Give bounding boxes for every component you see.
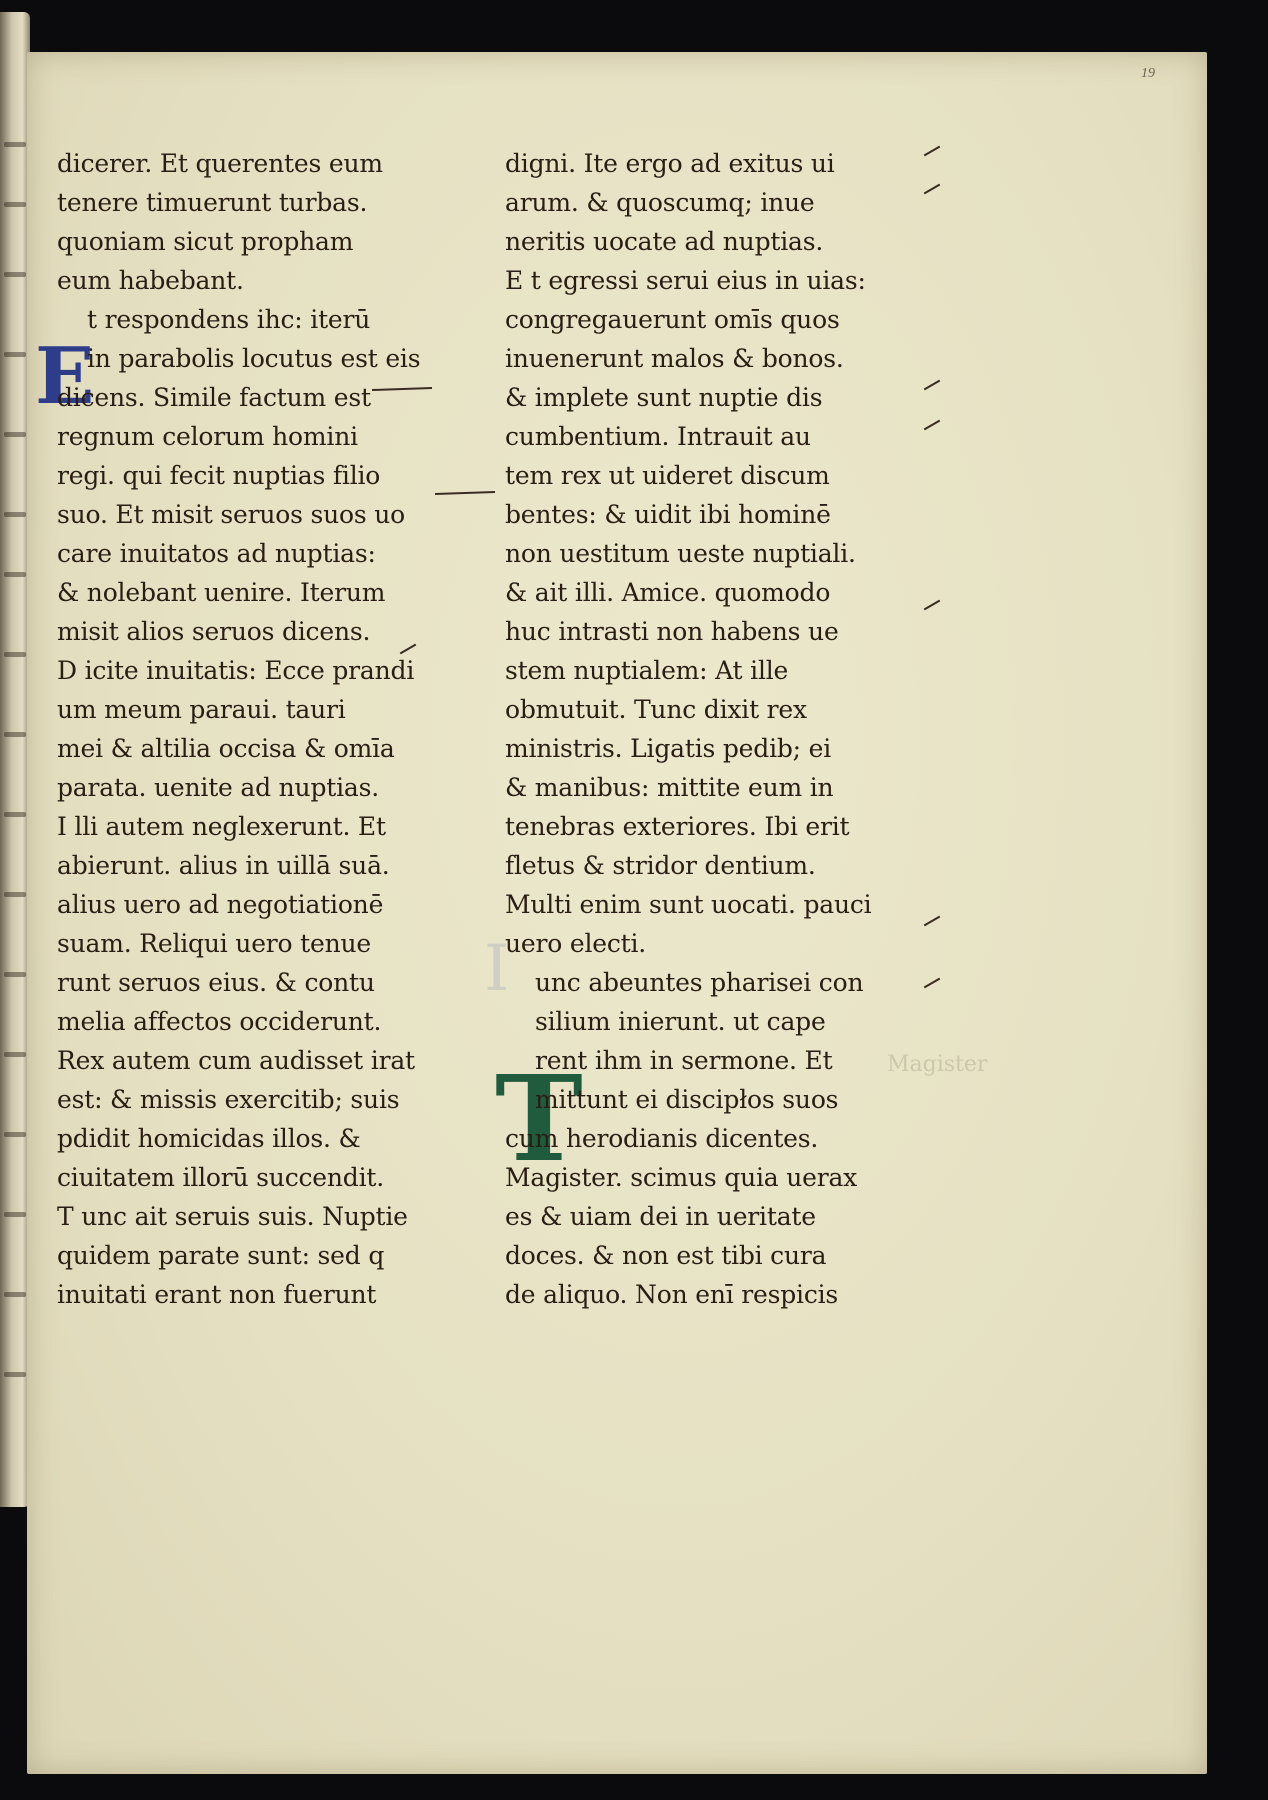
text-line-content: um meum paraui. tauri [57,695,346,724]
text-line-content: T unc ait seruis suis. Nuptie [57,1202,408,1231]
margin-stroke [924,420,941,431]
text-line [57,1275,457,1314]
decorated-initial-e: E [35,331,95,422]
text-line [57,417,457,456]
text-line [505,1197,905,1236]
text-line-content: tenebras exteriores. Ibi erit [505,812,850,841]
text-line [57,690,457,729]
text-line [505,339,905,378]
text-line-content: regi. qui fecit nuptias filio [57,461,381,490]
text-line-content: alius uero ad negotiationē [57,890,384,919]
text-line-content: I lli autem neglexerunt. Et [57,812,386,841]
text-line [57,300,457,339]
text-line [505,1041,905,1080]
text-line-content: silium inierunt. ut cape [535,1007,826,1036]
text-line [505,1158,905,1197]
text-line-content: doces. & non est tibi cura [505,1241,827,1270]
text-line-content: & manibus: mittite eum in [505,773,834,802]
text-line-content: stem nuptialem: At ille [505,656,789,685]
text-line [505,534,905,573]
text-line-content: pdidit homicidas illos. & [57,1124,361,1153]
text-line-content: de aliquo. Non enī respicis [505,1280,839,1309]
text-line [57,183,457,222]
text-line-content: es & uiam dei in ueritate [505,1202,816,1231]
text-line [505,1275,905,1314]
text-line [505,1002,905,1041]
left-text-column [57,144,457,1314]
text-line [505,417,905,456]
text-line [57,534,457,573]
text-line [505,807,905,846]
text-line [57,1002,457,1041]
text-line-content: fletus & stridor dentium. [505,851,816,880]
text-line [505,222,905,261]
text-line [505,495,905,534]
text-line [505,261,905,300]
show-through-initial: I [484,932,510,1006]
manuscript-page [27,52,1207,1774]
text-line [57,768,457,807]
margin-stroke [924,916,941,927]
text-line-content: Rex autem cum audisset irat [57,1046,415,1075]
text-line [57,612,457,651]
text-line [505,768,905,807]
text-line-content: tenere timuerunt turbas. [57,188,368,217]
text-line [57,651,457,690]
text-line-content: bentes: & uidit ibi hominē [505,500,831,529]
text-line-content: t respondens ihc: iterū [87,305,371,334]
margin-stroke [924,146,941,157]
text-line-content: non uestitum ueste nuptiali. [505,539,856,568]
right-text-column [505,144,905,1314]
text-line [505,963,905,1002]
text-line [505,300,905,339]
text-line [505,729,905,768]
text-line-content: congregauerunt omīs quos [505,305,840,334]
text-line [57,1119,457,1158]
text-line [505,885,905,924]
text-line [505,846,905,885]
text-line [57,378,457,417]
text-line [505,612,905,651]
text-line [57,495,457,534]
text-line [57,885,457,924]
text-line [57,573,457,612]
text-line-content: huc intrasti non habens ue [505,617,839,646]
text-line [57,1236,457,1275]
folio-number: 19 [1141,66,1155,81]
text-line-content: cum herodianis dicentes. [505,1124,819,1153]
text-line [505,651,905,690]
text-line-content: est: & missis exercitib; suis [57,1085,400,1114]
text-line [57,846,457,885]
margin-stroke [924,600,941,611]
text-line [57,1158,457,1197]
margin-stroke [924,978,941,989]
text-line-content: inuitati erant non fuerunt [57,1280,377,1309]
text-line [505,1119,905,1158]
previous-leaf-edge [0,12,30,1507]
text-line-content: eum habebant. [57,266,244,295]
text-line [57,1041,457,1080]
text-line [57,807,457,846]
text-line-content: misit alios seruos dicens. [57,617,371,646]
text-line-content: D icite inuitatis: Ecce prandi [57,656,415,685]
text-line-content: dicerer. Et querentes eum [57,149,383,178]
text-line [505,924,905,963]
text-line-content: rent ihm in sermone. Et [535,1046,833,1075]
margin-stroke [924,184,941,195]
text-line-content: care inuitatos ad nuptias: [57,539,376,568]
text-line-content: mittunt ei discipłos suos [535,1085,839,1114]
text-line-content: mei & altilia occisa & omīa [57,734,395,763]
text-line [57,1080,457,1119]
text-line-content: melia affectos occiderunt. [57,1007,382,1036]
text-line [57,261,457,300]
text-line-content: regnum celorum homini [57,422,358,451]
text-line-content: digni. Ite ergo ad exitus ui [505,149,835,178]
show-through-text: Magister [887,1052,988,1077]
text-line-content: E t egressi serui eius in uias: [505,266,866,295]
text-line-content: & implete sunt nuptie dis [505,383,823,412]
text-line-content: quidem parate sunt: sed q [57,1241,385,1270]
text-line [505,144,905,183]
text-line-content: Magister. scimus quia uerax [505,1163,858,1192]
text-line [57,924,457,963]
text-line-content: suo. Et misit seruos suos uo [57,500,406,529]
text-line-content: runt seruos eius. & contu [57,968,375,997]
text-line-content: inuenerunt malos & bonos. [505,344,844,373]
text-line-content: & ait illi. Amice. quomodo [505,578,831,607]
text-line-content: in parabolis locutus est eis [87,344,421,373]
text-line-content: tem rex ut uideret discum [505,461,830,490]
text-line-content: Multi enim sunt uocati. pauci [505,890,872,919]
text-line-content: unc abeuntes pharisei con [535,968,864,997]
text-line [505,456,905,495]
text-line-content: abierunt. alius in uillā suā. [57,851,390,880]
text-line [505,183,905,222]
text-line [57,456,457,495]
text-line [57,144,457,183]
text-line-content: ciuitatem illorū succendit. [57,1163,384,1192]
text-line-content: neritis uocate ad nuptias. [505,227,824,256]
text-line-content: arum. & quoscumq; inue [505,188,815,217]
text-line [57,963,457,1002]
text-line-content: dicens. Simile factum est [57,383,371,412]
text-line [505,690,905,729]
decorated-initial-t: T [495,1049,583,1188]
text-line [57,339,457,378]
text-line [505,1080,905,1119]
text-line-content: uero electi. [505,929,647,958]
text-line [57,222,457,261]
text-line [57,1197,457,1236]
text-line-content: ministris. Ligatis pedib; ei [505,734,832,763]
text-line-content: suam. Reliqui uero tenue [57,929,371,958]
text-line-content: parata. uenite ad nuptias. [57,773,379,802]
text-line-content: obmutuit. Tunc dixit rex [505,695,807,724]
text-line [505,1236,905,1275]
text-line-content: cumbentium. Intrauit au [505,422,811,451]
margin-stroke [924,380,941,391]
text-line [505,378,905,417]
text-line [505,573,905,612]
text-line-content: & nolebant uenire. Iterum [57,578,386,607]
text-line [57,729,457,768]
text-line-content: quoniam sicut propham [57,227,354,256]
